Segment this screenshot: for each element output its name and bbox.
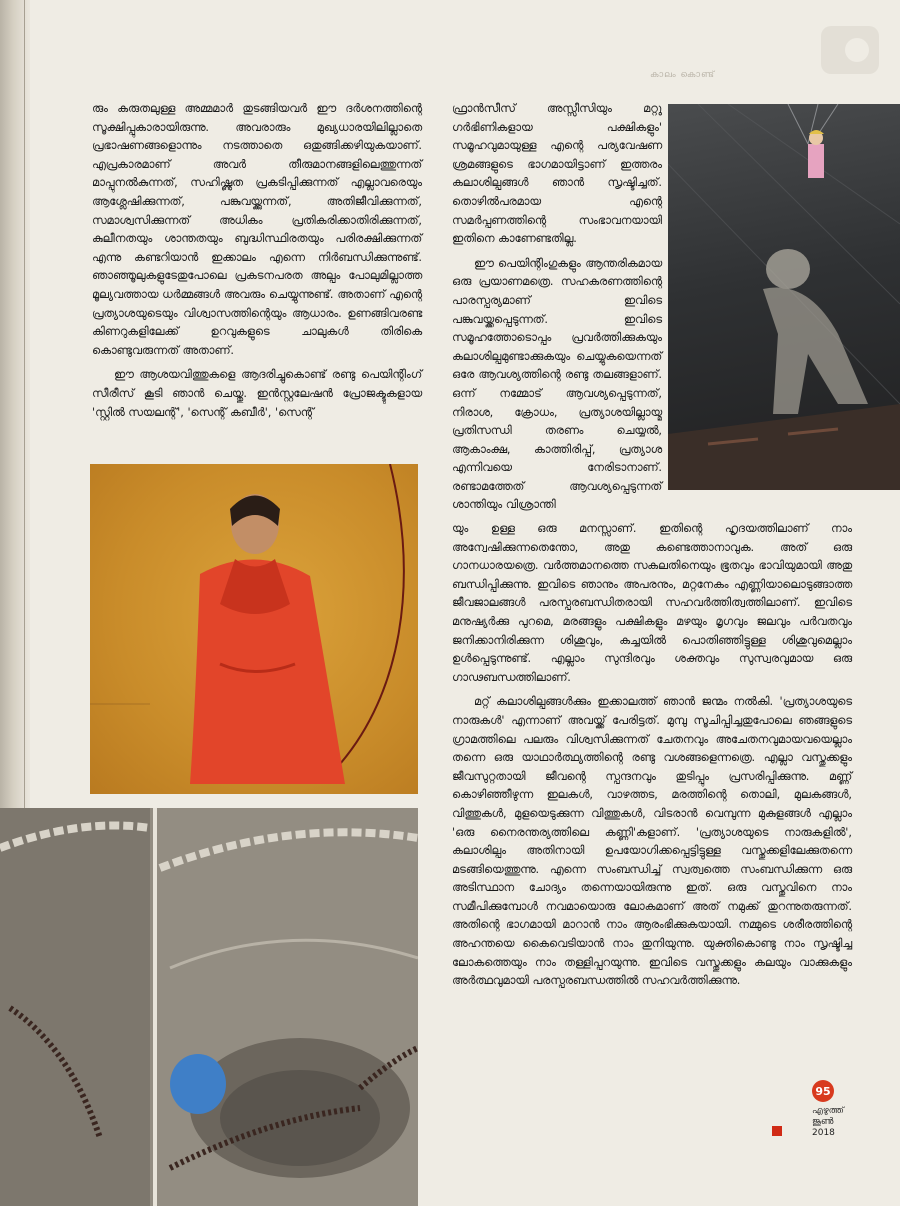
left-text-column	[92, 100, 422, 428]
magazine-logo-icon	[815, 20, 885, 80]
paragraph: രും കരുതലുള്ള അമ്മമാർ തുടങ്ങിയവർ ഈ ദർശനത്തിന്റെ സൂക്ഷിപ്പുകാരായിരുന്നു. അവരാരും മുഖ്യധാരയിലില്ലാതെ പ്രഭാഷണങ്ങളൊന്നും നടത്താതെ ഒതുങ്ങിക്കഴിയുകയാണ്. എപ്രകാരമാണ് അവർ തീരുമാനങ്ങളിലെത്തുന്നത് മാപ്പുനൽകുന്നത്, സഹിഷ്ണുത പ്രകടിപ്പിക്കുന്നത് എല്ലാവരെയും ആശ്ലേഷിക്കുന്നത്, പങ്കുവയ്ക്കുന്നത്, അതിജീവിക്കുന്നത്, സമാശ്വസിക്കുന്നത് അധികം പ്രതികരിക്കാതിരിക്കുന്നത്, കുലീനതയും ശാന്തതയും ബുദ്ധിസ്ഥിരതയും പരിരക്ഷിക്കുന്നത് എന്നു കണ്ടറിയാൻ ഇക്കാലം എന്നെ നിർബന്ധിക്കുന്നുണ്ട്. ഞാഞ്ഞൂലുകളുടേതുപോലെ പ്രകടനപരത അല്പം പോലുമില്ലാത്ത മൂല്യവത്തായ ധർമ്മങ്ങൾ അവരും ചെയ്യുന്നുണ്ട്. അതാണ് എന്റെ പ്രത്യാശയുടെയും വിശ്വാസത്തിന്റെയും ആധാരം. ഉണങ്ങിവരണ്ട കിണറുകളിലേക്ക് ഉറവുകളുടെ ചാലുകൾ തിരികെ കൊണ്ടുവരുന്നത് അതാണ്.	[92, 102, 422, 357]
right-text-column	[452, 520, 852, 997]
end-mark-square	[772, 1126, 782, 1136]
issue-month: ജൂൺ	[812, 1117, 834, 1127]
magazine-name: എഴുത്ത്	[812, 1106, 844, 1116]
painting-woman-red-shawl	[90, 464, 418, 794]
paragraph: യും ഉള്ള ഒരു മനസ്സാണ്. ഇതിന്റെ ഹൃദയത്തിലാണ് നാം അന്വേഷിക്കുന്നതെന്തോ, അതു കണ്ടെത്താനാവുക. അത് ഒരു ഗാനധാരയത്രെ. വർത്തമാനത്തെ സകലതിനെയും ഭൂതവും ഭാവിയുമായി അതു ബന്ധിപ്പിക്കുന്നു. ഇവിടെ ഞാനും അപരനും, മറ്റനേകം എണ്ണിയാലൊടുങ്ങാത്ത ജീവജാലങ്ങൾ പരസ്പരബന്ധിതരായി സഹവർത്തിത്വത്തിലാണ്. ഇവിടെ മനുഷ്യർക്കു പുറമെ, മരങ്ങളും പക്ഷികളും മഴയും മൃഗവും ജലവും പർവതവും ജനിക്കാനിരിക്കുന്ന ശിശുവും, കച്ചയിൽ പൊതിഞ്ഞിട്ടുള്ള ശിശുവുമെല്ലാം ഉൾപ്പെടുന്നുണ്ട്. എല്ലാം സുന്ദിരവും ശക്തവും സുസ്വരവുമായ ഒരു ഗാഢബന്ധത്തിലാണ്.	[452, 522, 852, 684]
installation-photo-doll	[668, 104, 900, 490]
right-top-text-column	[452, 100, 662, 521]
paragraph: ഈ ആശയവിത്തുകളെ ആദരിച്ചുകൊണ്ട് രണ്ടു പെയിന്റിംഗ് സീരീസ് കൂടി ഞാൻ ചെയ്തു. ഇൻസ്റ്റലേഷൻ പ്രോജക്ടുകളായ 'സ്റ്റിൽ സയലന്റ്', 'സെന്റ് കബീർ', 'സെന്റ്	[92, 368, 422, 419]
stepwell-photo	[0, 808, 418, 1206]
page-number-badge: 95	[812, 1080, 834, 1102]
paragraph: ഈ പെയിന്റിംഗുകളും ആന്തരികമായ ഒരു പ്രയാണമത്രെ. സഹകരണത്തിന്റെ പാരസ്പര്യമാണ് ഇവിടെ പങ്കുവയ്ക്കപ്പെടുന്നത്. ഇവിടെ സമൂഹത്തോടൊപ്പം പ്രവർത്തിക്കുകയും കലാശില്പമുണ്ടാക്കുകയും ചെയ്യുകയെന്നത് ഒരേ ആവശ്യത്തിന്റെ രണ്ടു തലങ്ങളാണ്. ഒന്ന് നമ്മോട് ആവശ്യപ്പെടുന്നത്, നിരാശ, ക്രോധം, പ്രത്യാശയില്ലായ്മ പ്രതിസന്ധി തരണം ചെയ്യൽ, ആകാംക്ഷ, കാത്തിരിപ്പ്, പ്രത്യാശ എന്നിവയെ നേരിടാനാണ്. രണ്ടാമത്തേത് ആവശ്യപ്പെടുന്നത് ശാന്തിയും വിശ്രാന്തി	[452, 256, 662, 512]
magazine-masthead	[812, 1106, 844, 1139]
header-faint-text: കാലം കൊണ്ട്	[650, 70, 716, 80]
paragraph: മറ്റ് കലാശില്പങ്ങൾക്കും ഇക്കാലത്ത് ഞാൻ ജന്മം നൽകി. 'പ്രത്യാശയുടെ നാരുകൾ' എന്നാണ് അവയ്ക്ക് പേരിട്ടത്. മുമ്പു സൂചിപ്പിച്ചതുപോലെ ഞങ്ങളുടെ ഗ്രാമത്തിലെ പലരും വിശ്വസിക്കുന്നത് ചേതനവും അചേതനവുമായവയെല്ലാം തന്നെ ഒരു യാഥാർത്ഥ്യത്തിന്റെ രണ്ടു വശങ്ങളെന്നത്രെ. എല്ലാ വസ്തുക്കളും ജീവസുറ്റതായി ജീവന്റെ സ്പന്ദനവും തുടിപ്പും പ്രസരിപ്പിക്കുന്നു. മണ്ണ് കൊഴിഞ്ഞീഴുന്ന ഇലകൾ, വാഴത്തട, മരത്തിന്റെ തൊലി, മുലകങ്ങൾ, വിത്തുകൾ, മുളയെടുക്കുന്ന വിത്തുകൾ, വിടരാൻ വെമ്പുന്ന മുകുളങ്ങൾ എല്ലാം 'ഒരു നൈരന്തര്യത്തിലെ കണ്ണി'കളാണ്. 'പ്രത്യാശയുടെ നാരുകളിൽ', കലാശില്പം അതിനായി ഉപയോഗിക്കപ്പെട്ടിട്ടുള്ള വസ്തുക്കളിലേക്കുതന്നെ മടങ്ങിയെത്തുന്നു. എന്നെ സംബന്ധിച്ച് സ്വത്വത്തെ സംബന്ധിക്കുന്ന ഒരു അടിസ്ഥാന ചോദ്യം തന്നെയായിരുന്നു ഇത്. ഒരു വസ്തുവിനെ നാം സമീപിക്കുമ്പോൾ നവമായൊരു ലോകമാണ് അത് നമുക്ക് തുറന്നുതരുന്നത്. അതിന്റെ ഭാഗമായി മാറാൻ നാം ആരംഭിക്കുകയായി. നമ്മുടെ ശരീരത്തിന്റെ അഹന്തയെ കൈവെടിയാൻ നാം തുനിയുന്നു. യുക്തികൊണ്ടു നാം സൃഷ്ടിച്ച ലോകത്തെയും നാം തള്ളിപ്പറയുന്നു. ഇവിടെ വസ്തുക്കളും കലയും വാക്കുകളും അർത്ഥവുമായി പരസ്പരബന്ധത്തിൽ സഹവർത്തിക്കുന്നു.	[452, 695, 852, 988]
paragraph: ഫ്രാൻസീസ് അസ്സീസിയും മറ്റു ഗർഭിണികളായ പക്ഷികളും' സമൂഹവുമായുള്ള എന്റെ പര്യവേഷണ ശ്രമങ്ങളുടെ ഭാഗമായിട്ടാണ് ഇത്തരം കലാശില്പങ്ങൾ ഞാൻ സൃഷ്ടിച്ചത്. തൊഴിൽപരമായ എന്റെ സമർപ്പണത്തിന്റെ സംഭാവനയായി ഇതിനെ കാണേണ്ടതില്ല.	[452, 102, 662, 246]
issue-year: 2018	[812, 1128, 835, 1138]
